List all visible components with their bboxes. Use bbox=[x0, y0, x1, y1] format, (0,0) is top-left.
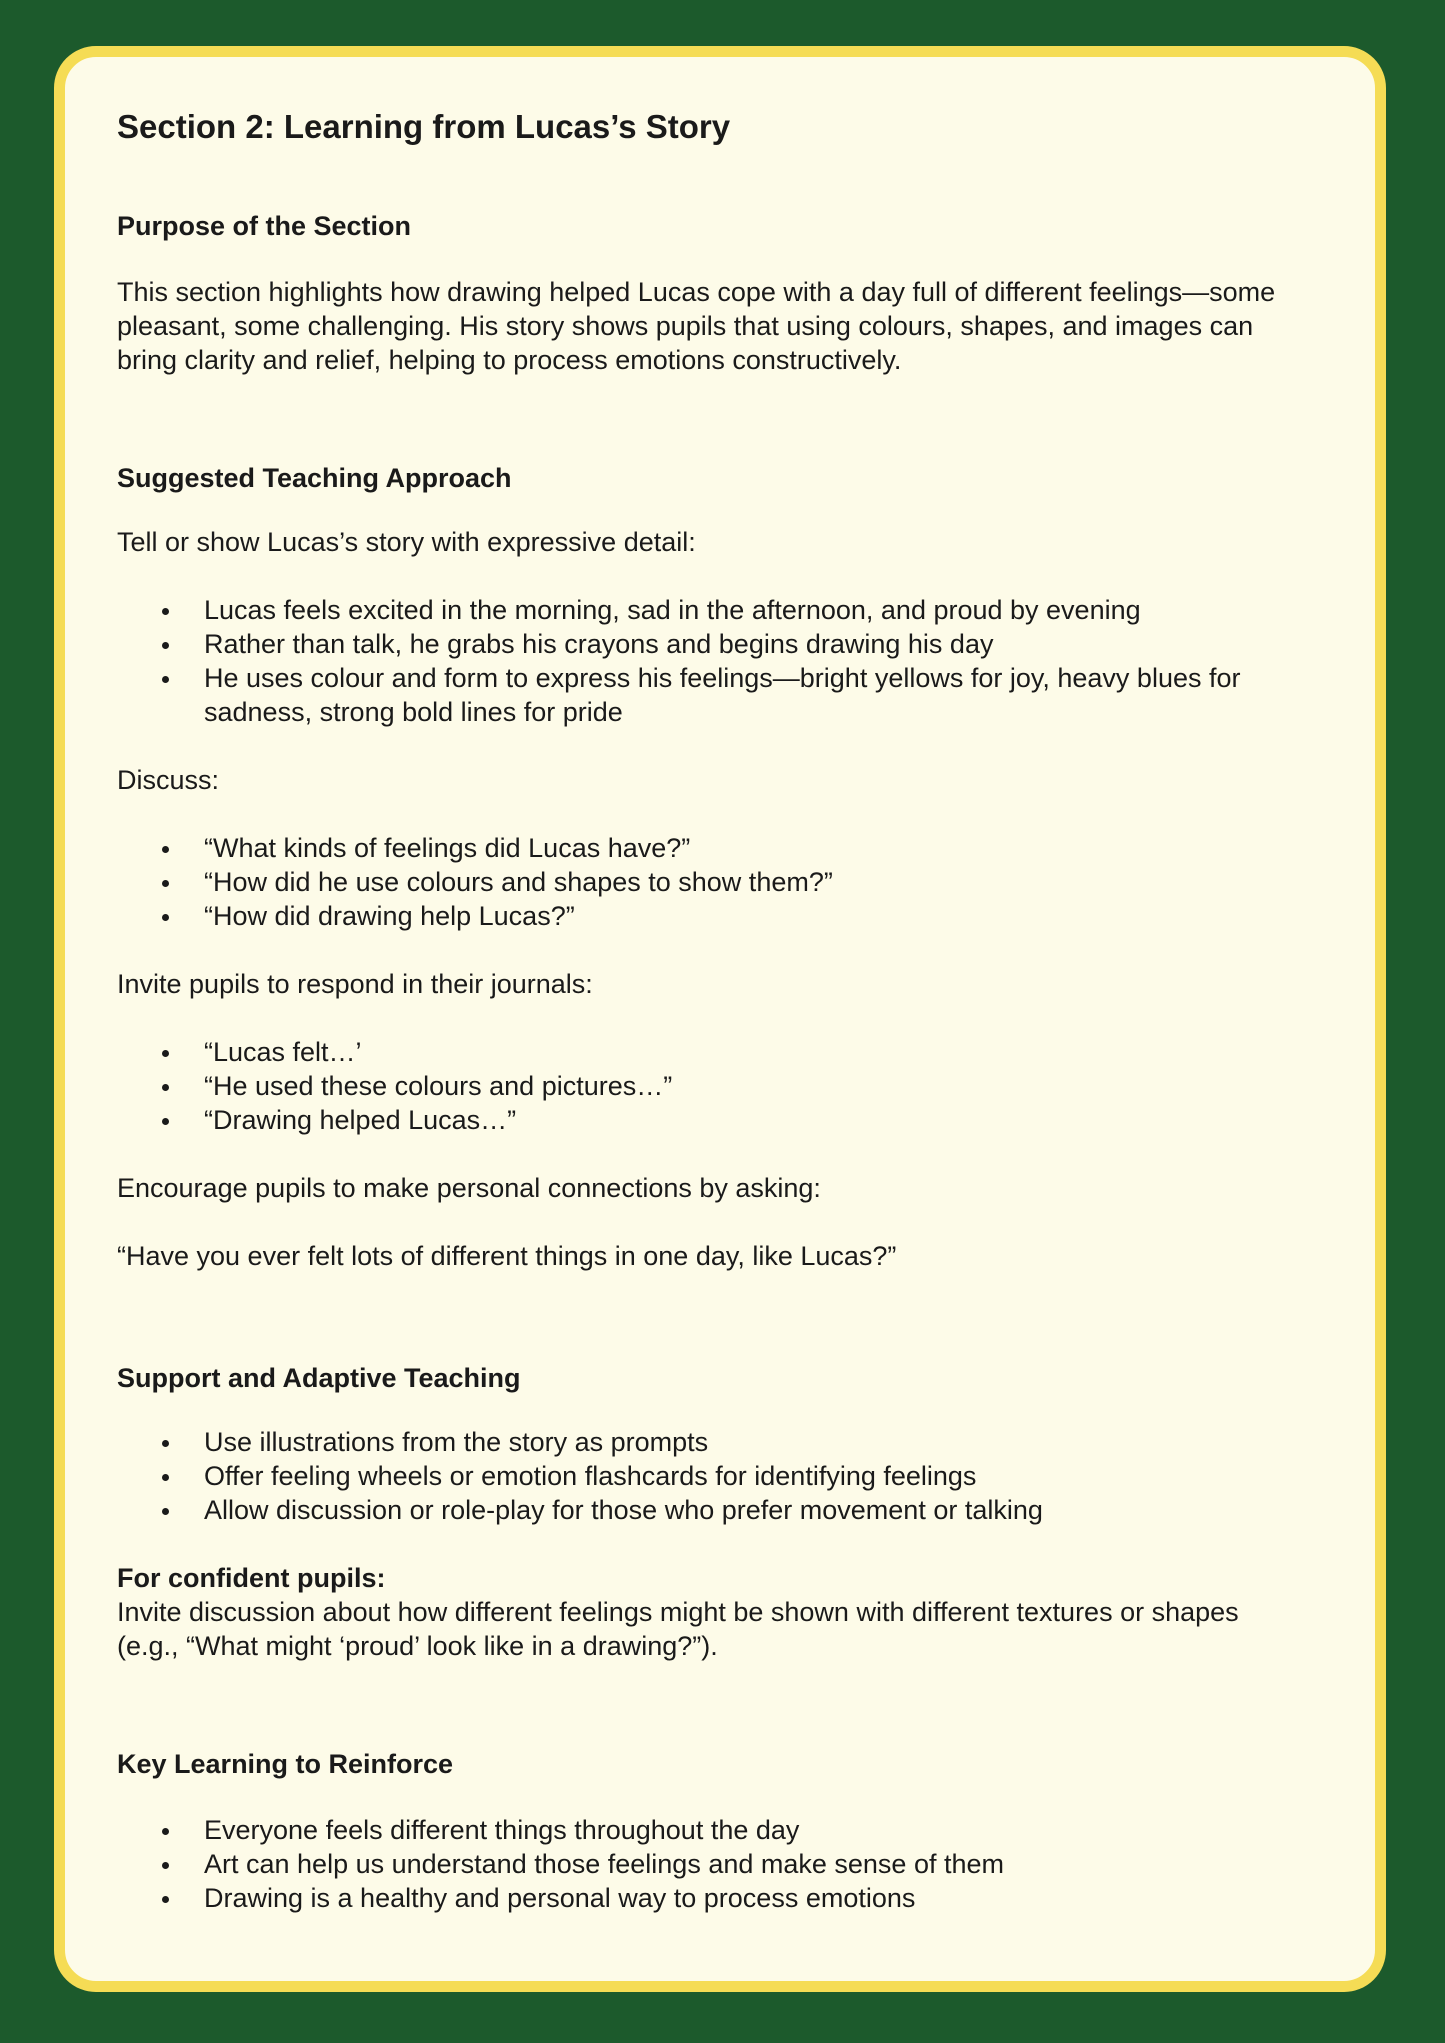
confident-pupils-block bbox=[117, 1561, 1305, 1663]
journal-prompts-list bbox=[117, 1035, 1305, 1137]
card-content bbox=[117, 109, 1305, 1915]
list-item: Art can help us understand those feelings and make sense of them bbox=[204, 1847, 1305, 1881]
list-item: Drawing is a healthy and personal way to process emotions bbox=[204, 1881, 1305, 1915]
support-heading: Support and Adaptive Teaching bbox=[117, 1363, 521, 1393]
connection-intro: Encourage pupils to make personal connections by asking: bbox=[117, 1173, 821, 1203]
list-item: Rather than talk, he grabs his crayons and begins drawing his day bbox=[204, 627, 1305, 661]
key-learning-list bbox=[117, 1813, 1305, 1915]
list-item: Lucas feels excited in the morning, sad in the afternoon, and proud by evening bbox=[204, 593, 1305, 627]
purpose-text: This section highlights how drawing helped Lucas cope with a day full of different feelings—some pleasant, some challenging. His story shows pupils that using colours, shapes, and images can bring clarity and relief, helping to process emotions constructively. bbox=[117, 277, 1276, 375]
key-learning-heading: Key Learning to Reinforce bbox=[117, 1749, 454, 1779]
list-item: “How did drawing help Lucas?” bbox=[204, 899, 1305, 933]
support-list bbox=[117, 1425, 1305, 1527]
list-item: He uses colour and form to express his feelings—bright yellows for joy, heavy blues for sadness, strong bold lines for pride bbox=[204, 661, 1305, 729]
section-title: Section 2: Learning from Lucas’s Story bbox=[117, 108, 731, 145]
list-item: “What kinds of feelings did Lucas have?” bbox=[204, 831, 1305, 865]
lesson-card bbox=[54, 46, 1386, 1992]
list-item: “How did he use colours and shapes to show them?” bbox=[204, 865, 1305, 899]
connection-question: “Have you ever felt lots of different things in one day, like Lucas?” bbox=[117, 1241, 897, 1271]
list-item: Everyone feels different things throughout the day bbox=[204, 1813, 1305, 1847]
approach-intro: Tell or show Lucas’s story with expressive detail: bbox=[117, 527, 696, 557]
list-item: Allow discussion or role-play for those who prefer movement or talking bbox=[204, 1493, 1305, 1527]
confident-pupils-text: Invite discussion about how different feelings might be shown with different textures or shapes (e.g., “What might ‘proud’ look like in a drawing?”). bbox=[117, 1597, 1239, 1661]
list-item: “Lucas felt…’ bbox=[204, 1035, 1305, 1069]
journal-intro: Invite pupils to respond in their journals: bbox=[117, 969, 593, 999]
list-item: Use illustrations from the story as prompts bbox=[204, 1425, 1305, 1459]
discuss-label: Discuss: bbox=[117, 765, 220, 795]
confident-pupils-label: For confident pupils: bbox=[117, 1563, 386, 1593]
discuss-questions-list bbox=[117, 831, 1305, 933]
purpose-heading: Purpose of the Section bbox=[117, 211, 412, 241]
list-item: “Drawing helped Lucas…” bbox=[204, 1103, 1305, 1137]
list-item: “He used these colours and pictures…” bbox=[204, 1069, 1305, 1103]
list-item: Offer feeling wheels or emotion flashcards for identifying feelings bbox=[204, 1459, 1305, 1493]
story-points-list bbox=[117, 593, 1305, 729]
approach-heading: Suggested Teaching Approach bbox=[117, 463, 512, 493]
